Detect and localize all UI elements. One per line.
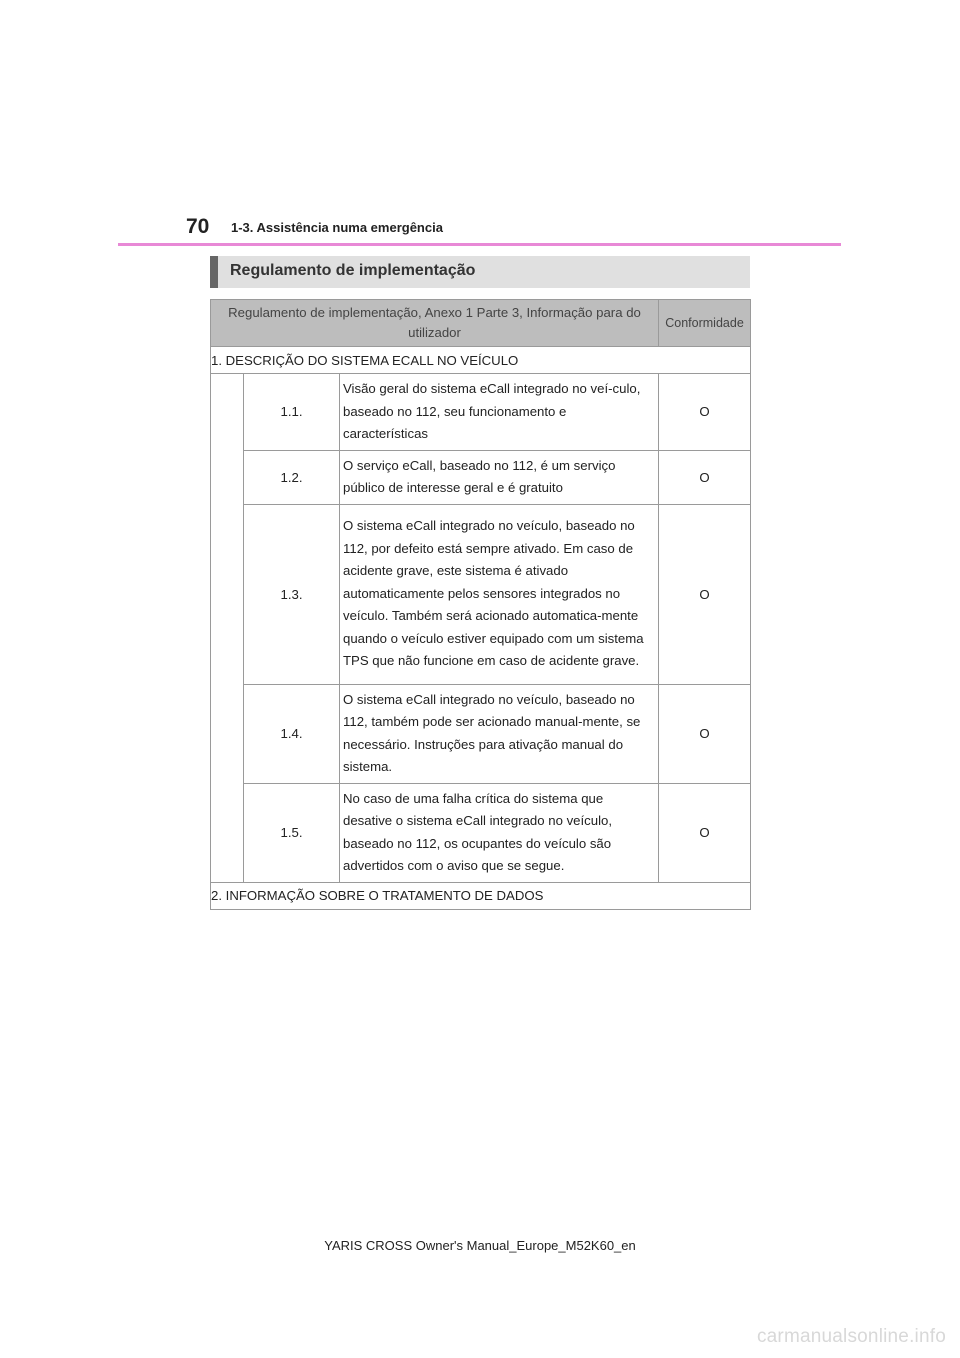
table-section-row (211, 347, 751, 374)
item-description: O sistema eCall integrado no veículo, baseado no 112, também pode ser acionado manual-mente, se necessário. Instruções para ativação manual do sistema. (340, 684, 659, 783)
item-number: 1.5. (244, 783, 340, 882)
page-number: 70 (186, 215, 210, 238)
table-header-description: Regulamento de implementação, Anexo 1 Parte 3, Informação para do utilizador (211, 300, 659, 347)
item-description: Visão geral do sistema eCall integrado no veí-culo, baseado no 112, seu funcionamento e características (340, 374, 659, 451)
table-header-row (211, 300, 751, 347)
section-1-label: 1. DESCRIÇÃO DO SISTEMA ECALL NO VEÍCULO (211, 347, 751, 374)
conformity-mark: O (659, 450, 751, 504)
item-description: O serviço eCall, baseado no 112, é um serviço público de interesse geral e é gratuito (340, 450, 659, 504)
heading-title: Regulamento de implementação (230, 262, 476, 279)
table-row (211, 374, 751, 451)
item-number: 1.1. (244, 374, 340, 451)
footer-manual-id: YARIS CROSS Owner's Manual_Europe_M52K60_en (324, 1238, 636, 1253)
table-header-conformity: Conformidade (659, 300, 751, 347)
item-description: O sistema eCall integrado no veículo, baseado no 112, por defeito está sempre ativado. Em caso de acidente grave, este sistema é ativado automaticamente pelos sensores integrados no veículo. Também será acionado automatica-mente quando o veículo estiver equipado com um sistema TPS que não funcione em caso de acidente grave. (340, 504, 659, 684)
item-number: 1.2. (244, 450, 340, 504)
watermark: carmanualsonline.info (756, 1326, 946, 1347)
conformity-mark: O (659, 684, 751, 783)
table-section-row (211, 882, 751, 909)
section-title: 1-3. Assistência numa emergência (231, 220, 443, 235)
conformity-mark: O (659, 374, 751, 451)
indent-cell (211, 374, 244, 883)
section-2-label: 2. INFORMAÇÃO SOBRE O TRATAMENTO DE DADOS (211, 882, 751, 909)
regulation-table (210, 299, 751, 910)
table-row (211, 783, 751, 882)
header-divider (118, 243, 841, 246)
heading-bar (210, 256, 750, 288)
item-description: No caso de uma falha crítica do sistema que desative o sistema eCall integrado no veículo, baseado no 112, os ocupantes do veículo são advertidos com o aviso que se segue. (340, 783, 659, 882)
item-number: 1.4. (244, 684, 340, 783)
conformity-mark: O (659, 783, 751, 882)
item-number: 1.3. (244, 504, 340, 684)
conformity-mark: O (659, 504, 751, 684)
table-row (211, 450, 751, 504)
table-row (211, 684, 751, 783)
table-row (211, 504, 751, 684)
